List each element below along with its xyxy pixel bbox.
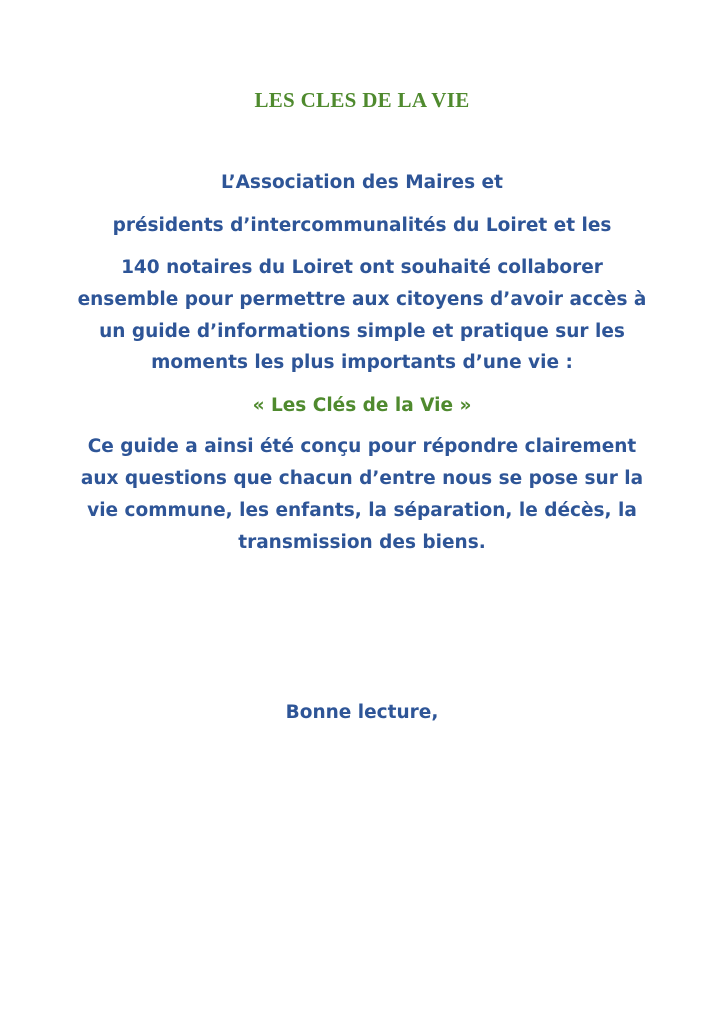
intro-line-6: moments les plus importants d’une vie : bbox=[151, 352, 573, 373]
description-line-4: transmission des biens. bbox=[238, 532, 486, 553]
intro-line-3: 140 notaires du Loiret ont souhaité collaborer bbox=[121, 257, 603, 278]
description-line-2: aux questions que chacun d’entre nous se pose sur la bbox=[80, 468, 644, 489]
intro-line-1: L’Association des Maires et bbox=[221, 172, 503, 193]
description-line-1: Ce guide a ainsi été conçu pour répondre clairement bbox=[87, 436, 637, 457]
intro-line-4: ensemble pour permettre aux citoyens d’avoir accès à bbox=[77, 289, 647, 310]
guide-name: « Les Clés de la Vie » bbox=[252, 395, 472, 416]
description-line-3: vie commune, les enfants, la séparation, le décès, la bbox=[87, 500, 637, 521]
intro-line-5: un guide d’informations simple et pratique sur les bbox=[99, 321, 625, 342]
closing-line: Bonne lecture, bbox=[285, 702, 439, 723]
intro-line-2: présidents d’intercommunalités du Loiret et les bbox=[112, 215, 612, 236]
document-title: LES CLES DE LA VIE bbox=[254, 88, 470, 112]
